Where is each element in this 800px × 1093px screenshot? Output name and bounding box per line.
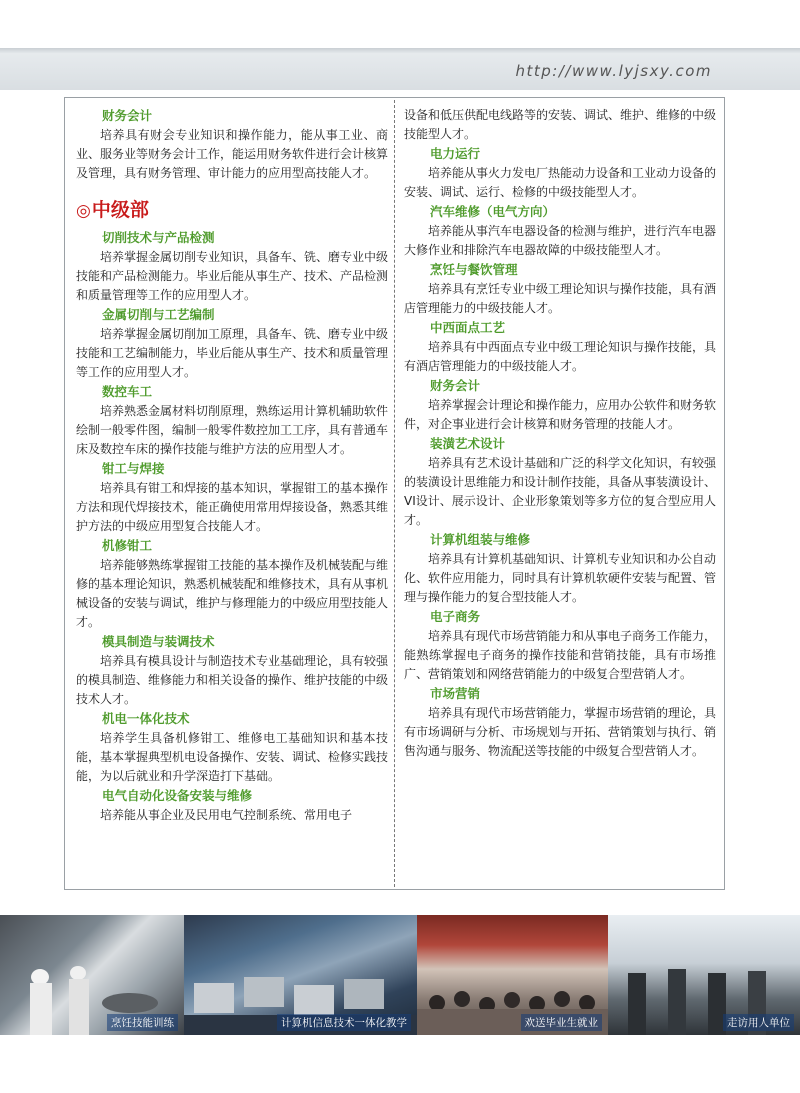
photo-computer-lab: [184, 915, 417, 1035]
major-heading: 财务会计: [430, 378, 481, 393]
major-description: 培养具有模具设计与制造技术专业基础理论，具有较强的模具制造、维修能力和相关设备的操作、维护技能的中级技术人才。: [76, 654, 389, 706]
major-heading: 切削技术与产品检测: [102, 230, 215, 245]
major-description: 培养具有计算机基础知识、计算机专业知识和办公自动化、软件应用能力，同时具有计算机软硬件安装与配置、管理与操作能力的复合型技能人才。: [404, 552, 717, 604]
major-description: 培养能从事汽车电器设备的检测与维护，进行汽车电器大修作业和排除汽车电器故障的中级技能型人才。: [404, 224, 717, 257]
major-description: 培养能够熟练掌握钳工技能的基本操作及机械装配与维修的基本理论知识，熟悉机械装配和维修技术，具有从事机械设备的安装与调试，维护与修理能力的中级应用型技能人才。: [76, 558, 389, 629]
major-heading: 烹饪与餐饮管理: [430, 262, 518, 277]
major-heading: 财务会计: [102, 108, 153, 123]
major-heading: 装潢艺术设计: [430, 436, 506, 451]
right-column: [404, 106, 716, 761]
major-description: 培养能从事火力发电厂热能动力设备和工业动力设备的安装、调试、运行、检修的中级技能型人才。: [404, 166, 717, 199]
column-divider: [394, 100, 395, 887]
major-description: 培养学生具备机修钳工、维修电工基础知识和基本技能，基本掌握典型机电设备操作、安装、调试、检修实践技能，为以后就业和升学深造打下基础。: [76, 731, 389, 783]
major-heading: 模具制造与装调技术: [102, 634, 215, 649]
major-description: 培养具有钳工和焊接的基本知识，掌握钳工的基本操作方法和现代焊接技术，能正确使用常用焊接设备，熟悉其维护方法的中级应用型复合技能人才。: [76, 481, 389, 533]
major-description: 培养掌握金属切削加工原理，具备车、铣、磨专业中级技能和工艺编制能力，毕业后能从事生产、技术和质量管理等工作的应用型人才。: [76, 327, 389, 379]
photo-caption: 计算机信息技术一体化教学: [277, 1014, 411, 1031]
major-heading: 电力运行: [430, 146, 481, 161]
photo-cooking-training: [0, 915, 184, 1035]
circle-mark-icon: ◎: [76, 201, 91, 221]
major-description: 培养具有中西面点专业中级工理论知识与操作技能，具有酒店管理能力的中级技能人才。: [404, 340, 717, 373]
major-description: 培养掌握金属切削专业知识，具备车、铣、磨专业中级技能和产品检测能力。毕业后能从事生产、技术、产品检测和质量管理等工作的应用型人才。: [76, 250, 389, 302]
major-description-continued: 设备和低压供配电线路等的安装、调试、维护、维修的中级技能型人才。: [404, 108, 717, 141]
major-description: 培养具有现代市场营销能力和从事电子商务工作能力，能熟练掌握电子商务的操作技能和营销技能，具有市场推广、营销策划和网络营销能力的中级复合型营销人才。: [404, 629, 717, 681]
section-title: [76, 195, 388, 226]
major-heading: 电气自动化设备安装与维修: [102, 788, 253, 803]
photo-visiting-employers: [608, 915, 800, 1035]
major-heading: 中西面点工艺: [430, 320, 506, 335]
major-heading: 钳工与焊接: [102, 461, 165, 476]
major-description: 培养具有现代市场营销能力，掌握市场营销的理论，具有市场调研与分析、市场规划与开拓、营销策划与执行、销售沟通与服务、物流配送等技能的中级复合型营销人才。: [404, 706, 717, 758]
major-heading: 金属切削与工艺编制: [102, 307, 215, 322]
major-description: 培养具有艺术设计基础和广泛的科学文化知识，有较强的装潢设计思维能力和设计制作技能，具备从事装潢设计、VI设计、展示设计、企业形象策划等多方位的复合型应用人才。: [404, 456, 717, 527]
photo-caption: 走访用人单位: [723, 1014, 794, 1031]
page-bottom: [0, 1035, 800, 1093]
major-heading: 机修钳工: [102, 538, 153, 553]
major-heading: 市场营销: [430, 686, 481, 701]
major-heading: 数控车工: [102, 384, 153, 399]
major-description: 培养掌握会计理论和操作能力，应用办公软件和财务软件，对企事业进行会计核算和财务管理的技能人才。: [404, 398, 717, 431]
major-description: 培养具有烹饪专业中级工理论知识与操作技能，具有酒店管理能力的中级技能人才。: [404, 282, 717, 315]
major-heading: 电子商务: [430, 609, 481, 624]
major-description: 培养具有财会专业知识和操作能力，能从事工业、商业、服务业等财务会计工作，能运用财务软件进行会计核算及管理，具有财务管理、审计能力的应用型高技能人才。: [76, 128, 389, 180]
photo-graduates-farewell: [417, 915, 608, 1035]
major-heading: 机电一体化技术: [102, 711, 190, 726]
major-heading: 计算机组装与维修: [430, 532, 531, 547]
section-title-text: 中级部: [91, 199, 149, 221]
major-description: 培养熟悉金属材料切削原理，熟练运用计算机辅助软件绘制一般零件图，编制一般零件数控加工工序，具有普通车床及数控车床的操作技能与维护方法的应用型人才。: [76, 404, 389, 456]
photo-caption: 烹饪技能训练: [107, 1014, 178, 1031]
major-heading: 汽车维修（电气方向）: [430, 204, 556, 219]
photo-caption: 欢送毕业生就业: [521, 1014, 603, 1031]
major-description: 培养能从事企业及民用电气控制系统、常用电子: [100, 808, 353, 822]
website-url[interactable]: http://www.lyjsxy.com: [515, 62, 712, 80]
left-column: [76, 106, 388, 825]
